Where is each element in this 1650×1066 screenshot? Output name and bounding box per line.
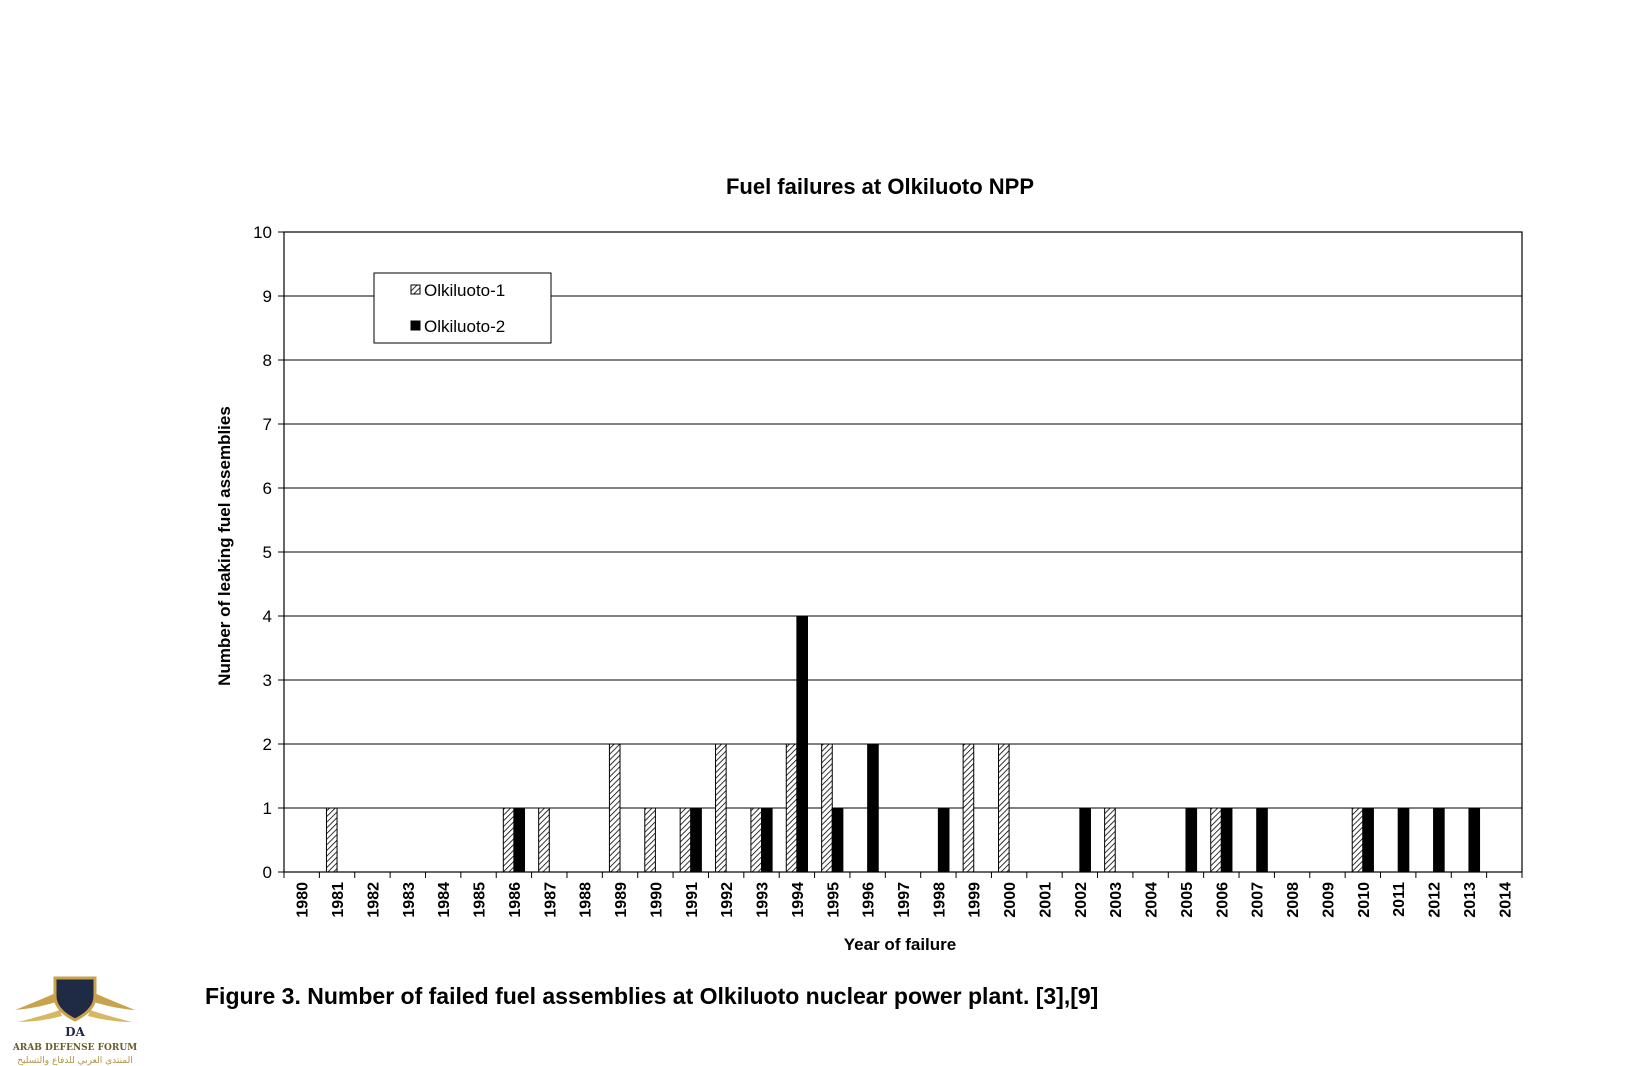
x-tick-label: 2005 [1178,882,1196,918]
y-tick-label: 1 [262,799,272,818]
svg-text:ARAB DEFENSE FORUM: ARAB DEFENSE FORUM [12,1043,138,1053]
y-tick-label: 10 [253,223,272,242]
x-tick-label: 1994 [789,882,807,918]
x-tick-label: 2001 [1037,882,1055,918]
bar-olkiluoto-1-1987 [539,808,550,872]
y-tick-label: 2 [262,735,272,754]
bar-olkiluoto-1-1989 [609,744,620,872]
x-tick-label: 1998 [931,882,949,918]
bar-olkiluoto-2-2013 [1469,808,1480,872]
x-tick-label: 1984 [436,882,454,918]
x-tick-label: 1985 [471,882,489,918]
x-tick-label: 1987 [542,882,560,918]
y-tick-label: 3 [262,671,272,690]
bar-olkiluoto-2-2012 [1434,808,1445,872]
bar-olkiluoto-1-1992 [716,744,727,872]
bar-olkiluoto-1-2006 [1211,808,1222,872]
x-tick-label: 2011 [1391,882,1409,917]
x-axis-label: Year of failure [843,935,957,954]
legend-swatch-olkiluoto-1 [411,285,420,294]
legend [374,273,551,343]
bar-olkiluoto-2-1995 [832,808,843,872]
x-tick-label: 2008 [1285,882,1303,918]
x-tick-label: 2014 [1497,882,1515,918]
x-tick-label: 2010 [1355,882,1373,918]
y-tick-label: 4 [262,607,272,626]
bar-olkiluoto-1-1991 [680,808,691,872]
bar-olkiluoto-1-2000 [999,744,1010,872]
figure-caption: Figure 3. Number of failed fuel assemblies at Olkiluoto nuclear power plant. [3],[9] [205,983,1099,1009]
x-tick-label: 1981 [330,882,348,918]
x-tick-label: 1997 [896,882,913,918]
bar-olkiluoto-1-2010 [1352,808,1363,872]
bar-olkiluoto-2-1986 [514,808,525,872]
bar-olkiluoto-2-2010 [1363,808,1374,872]
bar-olkiluoto-2-2011 [1398,808,1409,872]
y-tick-label: 6 [262,479,272,498]
bar-olkiluoto-2-1994 [797,616,808,872]
x-tick-label: 2000 [1002,882,1020,918]
y-tick-label: 5 [262,543,272,562]
x-tick-label: 1996 [860,882,878,918]
arab-defense-forum-logo [10,970,140,1066]
bar-olkiluoto-1-1993 [751,808,762,872]
svg-text:المنتدى العربي للدفاع والتسليح: المنتدى العربي للدفاع والتسليح [17,1056,133,1066]
x-tick-label: 2004 [1143,882,1161,918]
x-tick-label: 1993 [754,882,772,918]
bar-olkiluoto-2-1991 [691,808,702,872]
x-tick-label: 1991 [683,882,701,918]
legend-swatch-olkiluoto-2 [411,321,420,330]
bar-olkiluoto-1-1994 [786,744,797,872]
x-tick-label: 1986 [506,882,524,918]
x-tick-label: 2002 [1072,882,1090,918]
x-tick-label: 2013 [1461,882,1479,918]
x-tick-label: 2007 [1249,882,1267,918]
bar-olkiluoto-1-1990 [645,808,656,872]
y-tick-label: 9 [262,287,272,306]
bar-olkiluoto-2-1996 [868,744,879,872]
x-tick-label: 1990 [648,882,666,918]
x-tick-label: 2009 [1320,882,1338,918]
x-tick-label: 1980 [294,882,312,918]
bar-olkiluoto-1-1981 [326,808,337,872]
bar-olkiluoto-2-2007 [1257,808,1268,872]
chart-title: Fuel failures at Olkiluoto NPP [725,174,1035,199]
bar-olkiluoto-1-1986 [503,808,514,872]
bar-olkiluoto-1-1999 [963,744,974,872]
x-tick-label: 1989 [613,882,631,918]
legend-label-olkiluoto-2: Olkiluoto-2 [424,317,506,336]
bar-olkiluoto-2-1993 [762,808,773,872]
legend-label-olkiluoto-1: Olkiluoto-1 [424,281,506,300]
bar-olkiluoto-1-2003 [1105,808,1116,872]
bar-olkiluoto-2-2002 [1080,808,1091,872]
x-tick-label: 2012 [1426,882,1444,918]
y-tick-label: 7 [262,415,272,434]
svg-text:DA: DA [65,1025,85,1039]
x-tick-label: 2003 [1108,882,1126,918]
x-tick-label: 1995 [825,882,843,918]
bar-olkiluoto-2-2005 [1186,808,1197,872]
bar-olkiluoto-1-1995 [822,744,833,872]
x-tick-label: 1982 [365,882,383,918]
y-axis-label: Number of leaking fuel assemblies [215,406,234,686]
x-tick-label: 2006 [1214,882,1232,918]
x-tick-label: 1992 [719,882,737,918]
x-tick-label: 1988 [577,882,595,918]
x-tick-label: 1999 [966,882,984,918]
bar-olkiluoto-2-2006 [1221,808,1232,872]
y-tick-label: 0 [262,863,272,882]
y-tick-label: 8 [262,351,272,370]
x-tick-label: 1983 [400,882,418,918]
bar-olkiluoto-2-1998 [938,808,949,872]
